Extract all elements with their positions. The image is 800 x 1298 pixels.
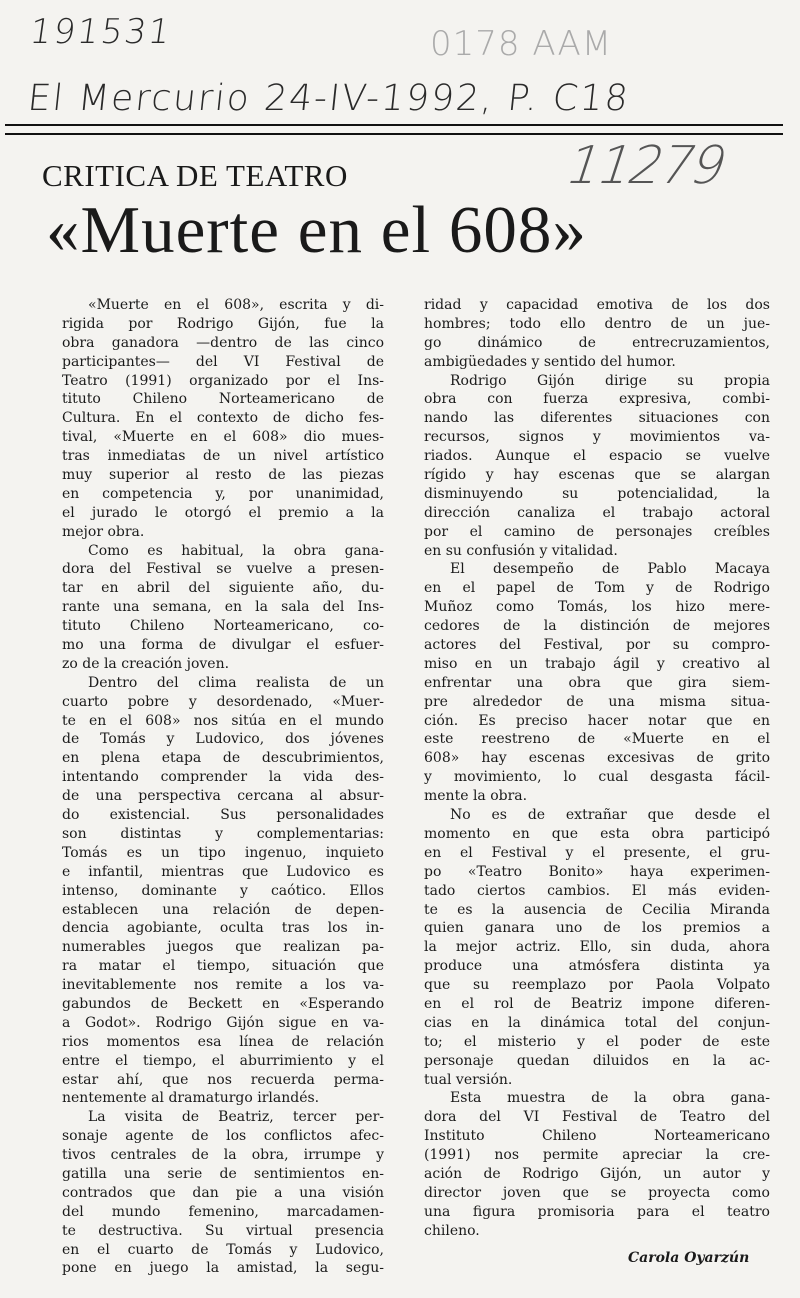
text-line: intenso, dominante y caótico. Ellos [62,882,384,899]
text-line: zo de la creación joven. [62,655,230,672]
text-line: en el Festival y el presente, el gru- [424,844,770,861]
text-line: cedores de la distinción de mejores [424,618,770,635]
text-line: ra matar el tiempo, situación que [62,958,384,975]
text-line: (1991) nos permite apreciar la cre- [424,1147,770,1164]
text-line: te es la ausencia de Cecilia Miranda [424,901,770,918]
text-line: mo una forma de divulgar el esfuer- [62,637,384,654]
text-line: sonaje agente de los conflictos afec- [62,1128,384,1145]
text-line: son distintas y complementarias: [62,825,384,842]
text-line: establecen una relación de depen- [62,901,384,918]
text-line: que su reemplazo por Paola Volpato [424,977,770,994]
article-title: «Muerte en el 608» [46,193,587,267]
text-line: dora del VI Festival de Teatro del [424,1109,770,1126]
text-line: ción. Es preciso hacer notar que en [424,712,770,729]
text-line: dora del Festival se vuelve a presen- [62,561,384,578]
text-line: intentando comprender la vida des- [62,769,384,786]
text-line: a Godot». Rodrigo Gijón sigue en va- [62,1014,384,1031]
paragraph [62,542,384,674]
text-line: por el camino de personajes creíbles [424,523,770,540]
text-line: dencia agobiante, oculta tras los in- [62,920,384,937]
text-line: director joven que se proyecta como [424,1184,770,1201]
text-line: dirección canaliza el trabajo actoral [424,504,770,521]
section-kicker: CRITICA DE TEATRO [42,158,348,193]
text-line: riados. Aunque el espacio se vuelve [424,448,770,465]
paragraph [424,1089,770,1240]
text-line: rante una semana, en la sala del Ins- [62,599,384,616]
text-line: ambigüedades y sentido del humor. [424,353,676,370]
text-line: produce una atmósfera distinta ya [424,958,770,975]
text-line: hombres; todo ello dentro de un jue- [424,315,770,332]
text-line: cias en la dinámica total del conjun- [424,1014,770,1031]
text-line: Rodrigo Gijón dirige su propia [450,372,770,389]
header-rule-bottom [5,133,783,135]
text-line: en el papel de Tom y de Rodrigo [424,580,770,597]
text-line: contrados que dan pie a una visión [62,1184,384,1201]
archive-stamp: 0178 AAM [430,24,613,64]
text-line: estar ahí, que nos recuerda perma- [62,1071,384,1088]
text-line: mejor obra. [62,523,145,540]
text-line: Tomás es un tipo ingenuo, inquieto [62,844,384,861]
paragraph [62,296,384,542]
text-line: de una perspectiva cercana al absur- [62,788,384,805]
handwritten-archive-number: 191531 [27,12,175,52]
text-line: tual versión. [424,1071,513,1088]
text-line: en el rol de Beatriz impone diferen- [424,995,770,1012]
text-line: obra con fuerza expresiva, combi- [424,391,770,408]
text-line: tituto Chileno Norteamericano de [62,391,384,408]
text-line: Esta muestra de la obra gana- [450,1090,770,1107]
text-line: do existencial. Sus personalidades [62,807,384,824]
text-line: miso en un trabajo ágil y creativo al [424,655,770,672]
article-column-left [62,296,384,1278]
text-line: Cultura. En el contexto de dicho fes- [62,410,384,427]
text-line: te destructiva. Su virtual presencia [62,1222,384,1239]
text-line: 608» hay escenas excesivas de grito [424,750,770,767]
text-line: recursos, signos y movimientos va- [424,429,770,446]
text-line: El desempeño de Pablo Macaya [450,561,770,578]
text-line: tival, «Muerte en el 608» dio mues- [62,429,384,446]
text-line: go dinámico de entrecruzamientos, [424,334,770,351]
text-line: inevitablemente nos remite a los va- [62,977,384,994]
text-line: obra ganadora —dentro de las cinco [62,334,384,351]
text-line: pone en juego la amistad, la segu- [62,1260,384,1277]
text-line: numerables juegos que realizan pa- [62,939,384,956]
text-line: tras inmediatas de un nivel artístico [62,448,384,465]
text-line: e infantil, mientras que Ludovico es [62,863,384,880]
article-column-right [424,296,770,1241]
text-line: tituto Chileno Norteamericano, co- [62,618,384,635]
text-line: entre el tiempo, el aburrimiento y el [62,1052,384,1069]
text-line: nando las diferentes situaciones con [424,410,770,427]
text-line: gatilla una serie de sentimientos en- [62,1165,384,1182]
text-line: cuarto pobre y desordenado, «Muer- [62,693,384,710]
text-line: del mundo femenino, marcadamen- [62,1203,384,1220]
text-line: pre alrededor de una misma situa- [424,693,770,710]
text-line: La visita de Beatriz, tercer per- [88,1109,384,1126]
text-line: una figura promisoria para el teatro [424,1203,770,1220]
text-line: rígido y hay escenas que se alargan [424,467,770,484]
text-line: tado ciertos cambios. El más eviden- [424,882,770,899]
text-line: tivos centrales de la obra, irrumpe y [62,1147,384,1164]
text-line: Como es habitual, la obra gana- [88,542,384,559]
text-line: en competencia y, por unanimidad, [62,485,384,502]
text-line: Dentro del clima realista de un [88,674,384,691]
text-line: Instituto Chileno Norteamericano [424,1128,770,1145]
text-line: te en el 608» nos sitúa en el mundo [62,712,384,729]
text-line: ridad y capacidad emotiva de los dos [424,297,770,313]
text-line: muy superior al resto de las piezas [62,467,384,484]
paragraph [424,296,770,372]
author-signature: Carola Oyarzún [628,1250,750,1266]
handwritten-source-note: El Mercurio 24-IV-1992, P. C18 [25,78,632,119]
text-line: rigida por Rodrigo Gijón, fue la [62,315,384,332]
text-line: en su confusión y vitalidad. [424,542,618,559]
text-line: momento en que esta obra participó [424,825,770,842]
text-line: personaje quedan diluidos en la ac- [424,1052,770,1069]
text-line: y movimiento, lo cual desgasta fácil- [424,769,770,786]
text-line: «Muerte en el 608», escrita y di- [88,297,384,313]
text-line: rios momentos esa línea de relación [62,1033,384,1050]
paragraph [424,806,770,1089]
text-line: la mejor actriz. Ello, sin duda, ahora [424,939,770,956]
handwritten-number: 11279 [558,136,734,196]
text-line: disminuyendo su potencialidad, la [424,485,770,502]
paragraph [62,674,384,1108]
text-line: Teatro (1991) organizado por el Ins- [62,372,384,389]
header-rule-top [5,124,783,126]
paragraph [424,560,770,806]
text-line: No es de extrañar que desde el [450,807,770,824]
text-line: ación de Rodrigo Gijón, un autor y [424,1165,770,1182]
text-line: po «Teatro Bonito» haya experimen- [424,863,770,880]
text-line: to; el misterio y el poder de este [424,1033,770,1050]
text-line: en el cuarto de Tomás y Ludovico, [62,1241,384,1258]
text-line: enfrentar una obra que gira siem- [424,674,770,691]
text-line: gabundos de Beckett en «Esperando [62,995,384,1012]
text-line: de Tomás y Ludovico, dos jóvenes [62,731,384,748]
text-line: nentemente al dramaturgo irlandés. [62,1090,320,1107]
paragraph [424,372,770,561]
text-line: el jurado le otorgó el premio a la [62,504,384,521]
paragraph [62,1108,384,1278]
text-line: chileno. [424,1222,480,1239]
text-line: Muñoz como Tomás, los hizo mere- [424,599,770,616]
text-line: quien ganara uno de los premios a [424,920,770,937]
text-line: tar en abril del siguiente año, du- [62,580,384,597]
text-line: mente la obra. [424,788,528,805]
text-line: este reestreno de «Muerte en el [424,731,770,748]
text-line: actores del Festival, por su compro- [424,637,770,654]
text-line: participantes— del VI Festival de [62,353,384,370]
text-line: en plena etapa de descubrimientos, [62,750,384,767]
